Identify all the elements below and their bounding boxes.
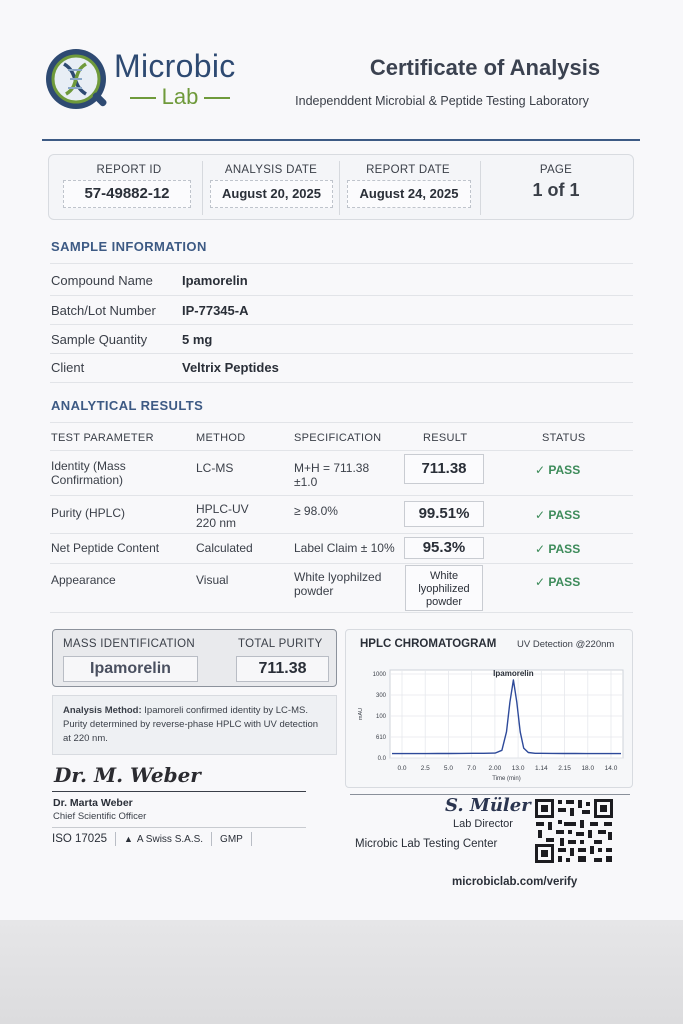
total-purity-label: TOTAL PURITY bbox=[238, 638, 323, 650]
table-row-method: LC-MS bbox=[196, 461, 234, 475]
report-date-cell bbox=[340, 155, 476, 221]
y-tick-label: 610 bbox=[375, 735, 386, 741]
brand-name: Microbic bbox=[114, 48, 236, 84]
mass-identification-box bbox=[52, 629, 337, 687]
method-line: HPLC-UV bbox=[196, 502, 249, 516]
row-divider bbox=[50, 422, 633, 423]
col-header-param: TEST PARAMETER bbox=[51, 432, 154, 444]
certificate-title: Certificate of Analysis bbox=[369, 55, 601, 80]
row-divider bbox=[50, 533, 633, 534]
status-text: PASS bbox=[548, 463, 581, 477]
x-tick-label: 18.0 bbox=[581, 765, 595, 772]
report-date-value: August 24, 2025 bbox=[347, 180, 471, 208]
chart-subtitle: UV Detection @220nm bbox=[517, 639, 615, 650]
signature-weber: Dr. M. Weber bbox=[54, 763, 201, 787]
hplc-chromatogram-panel bbox=[345, 629, 633, 788]
status-pass bbox=[535, 508, 580, 522]
status-text: PASS bbox=[548, 575, 581, 589]
col-header-result: RESULT bbox=[423, 432, 468, 444]
method-line: 220 nm bbox=[196, 516, 237, 530]
report-id-label: REPORT ID bbox=[96, 164, 162, 176]
x-tick-label: 2.00 bbox=[488, 765, 502, 772]
row-divider bbox=[50, 263, 633, 264]
x-tick-label: 5.0 bbox=[443, 765, 453, 772]
compound-name-label: Compound Name bbox=[51, 273, 153, 288]
report-date-label: REPORT DATE bbox=[366, 164, 450, 176]
x-tick-label: 7.0 bbox=[467, 765, 477, 772]
swiss-badge: A Swiss S.A.S. bbox=[136, 833, 204, 845]
divider bbox=[211, 832, 212, 846]
divider bbox=[115, 832, 116, 846]
col-header-status: STATUS bbox=[542, 432, 586, 444]
result-line: powder bbox=[425, 596, 463, 608]
row-divider bbox=[50, 382, 633, 383]
col-header-spec: SPECIFICATION bbox=[294, 432, 382, 444]
checkmark-icon: ✓ bbox=[535, 508, 546, 522]
param-line: Confirmation) bbox=[51, 473, 124, 487]
x-tick-label: 13.0 bbox=[511, 765, 525, 772]
x-tick-label: 1.14 bbox=[535, 765, 548, 772]
param-line: Identity (Mass bbox=[51, 459, 126, 473]
divider bbox=[52, 827, 306, 828]
signer-name: Dr. Marta Weber bbox=[53, 797, 133, 809]
checkmark-icon: ✓ bbox=[535, 575, 546, 589]
status-text: PASS bbox=[548, 542, 581, 556]
report-id-cell bbox=[55, 155, 203, 221]
table-row-method bbox=[196, 502, 249, 530]
x-tick-label: 2.15 bbox=[558, 765, 571, 772]
page-label: PAGE bbox=[539, 164, 573, 176]
brand-subname bbox=[118, 84, 242, 110]
status-text: PASS bbox=[548, 508, 581, 522]
y-tick-label: 300 bbox=[375, 693, 386, 699]
report-id-value: 57-49882-12 bbox=[63, 180, 191, 208]
director-title: Lab Director bbox=[453, 818, 513, 830]
table-row-param: Appearance bbox=[51, 573, 116, 587]
lab-name: Microbic Lab Testing Center bbox=[355, 838, 498, 850]
method-note-bold: Analysis Method: bbox=[63, 705, 142, 716]
method-note-line bbox=[63, 704, 326, 718]
row-divider bbox=[50, 450, 633, 451]
result-value-box: 95.3% bbox=[404, 537, 484, 559]
mass-id-label: MASS IDENTIFICATION bbox=[63, 638, 195, 650]
page-value: 1 of 1 bbox=[532, 180, 580, 200]
client-label: Client bbox=[51, 360, 85, 375]
certificate-subtitle: Independdent Microbial & Peptide Testing Laboratory bbox=[295, 94, 589, 108]
method-note-line: Purity determined by reverse-phase HPLC with UV detection bbox=[63, 719, 319, 730]
table-row-param: Purity (HPLC) bbox=[51, 506, 126, 520]
divider bbox=[251, 832, 252, 846]
checkmark-icon: ✓ bbox=[535, 463, 546, 477]
x-tick-label: 2.5 bbox=[420, 765, 430, 772]
brand-subname-text: Lab bbox=[161, 84, 199, 109]
building-icon: ▲ bbox=[123, 834, 133, 844]
table-row-method: Visual bbox=[196, 573, 229, 587]
spec-line: White lyophilzed bbox=[294, 570, 382, 584]
iso-badge: ISO 17025 bbox=[52, 833, 107, 845]
report-info-box bbox=[48, 154, 634, 220]
checkmark-icon: ✓ bbox=[535, 542, 546, 556]
status-pass bbox=[535, 575, 580, 589]
analysis-date-label: ANALYSIS DATE bbox=[224, 164, 318, 176]
spec-line: M+H = 711.38 bbox=[294, 461, 370, 475]
header-divider bbox=[42, 139, 640, 141]
spec-line: powder bbox=[294, 584, 334, 598]
dna-magnifier-logo-icon bbox=[42, 44, 112, 114]
x-tick-label: 14.0 bbox=[604, 765, 618, 772]
background-surface bbox=[0, 920, 683, 1024]
table-row-spec: Label Claim ± 10% bbox=[294, 541, 395, 555]
y-tick-label: 100 bbox=[375, 714, 386, 720]
y-tick-label: 1000 bbox=[372, 672, 386, 678]
analysis-date-value: August 20, 2025 bbox=[210, 180, 333, 208]
x-axis-label: Time (min) bbox=[492, 776, 521, 782]
table-row-method: Calculated bbox=[196, 541, 253, 555]
row-divider bbox=[50, 563, 633, 564]
table-row-spec bbox=[294, 570, 381, 598]
row-divider bbox=[50, 295, 633, 296]
result-value-box: 99.51% bbox=[404, 501, 484, 527]
row-divider bbox=[50, 324, 633, 325]
batch-number-value: IP-77345-A bbox=[182, 303, 249, 318]
signer-title: Chief Scientific Officer bbox=[53, 811, 147, 822]
client-value: Veltrix Peptides bbox=[182, 360, 279, 375]
sample-info-title: SAMPLE INFORMATION bbox=[51, 239, 207, 254]
result-line: lyophilized bbox=[418, 583, 470, 595]
total-purity-value: 711.38 bbox=[236, 656, 329, 682]
analytical-results-title: ANALYTICAL RESULTS bbox=[51, 398, 204, 413]
method-note-line: at 220 nm. bbox=[63, 733, 108, 744]
col-header-method: METHOD bbox=[196, 432, 246, 444]
sample-quantity-label: Sample Quantity bbox=[51, 332, 148, 347]
method-note-text: Ipamoreli confirmed identity by LC-MS. bbox=[141, 705, 308, 716]
x-tick-label: 0.0 bbox=[397, 765, 407, 772]
signature-muller: S. Müler bbox=[445, 795, 531, 816]
row-divider bbox=[50, 495, 633, 496]
batch-number-label: Batch/Lot Number bbox=[51, 303, 156, 318]
analysis-method-note bbox=[52, 695, 337, 755]
compound-name-value: Ipamorelin bbox=[182, 273, 248, 288]
qr-code-icon bbox=[534, 798, 614, 864]
page-cell bbox=[481, 155, 631, 221]
peak-label: Ipamorelin bbox=[493, 669, 534, 678]
table-row-param: Net Peptide Content bbox=[51, 541, 160, 555]
row-divider bbox=[50, 612, 633, 613]
status-pass bbox=[535, 542, 580, 556]
y-axis-label: mAU bbox=[358, 707, 364, 721]
sample-quantity-value: 5 mg bbox=[182, 332, 213, 347]
table-row-spec bbox=[294, 461, 369, 489]
gmp-badge: GMP bbox=[220, 833, 243, 845]
mass-id-value: Ipamorelin bbox=[63, 656, 198, 682]
analysis-date-cell bbox=[203, 155, 339, 221]
spec-line: ±1.0 bbox=[294, 475, 318, 489]
chart-title: HPLC CHROMATOGRAM bbox=[360, 638, 497, 650]
certifications-row bbox=[52, 832, 260, 846]
table-row-spec: ≥ 98.0% bbox=[294, 504, 338, 518]
chromatogram-chart bbox=[346, 658, 632, 788]
row-divider bbox=[50, 353, 633, 354]
verify-url[interactable]: microbiclab.com/verify bbox=[452, 876, 578, 888]
result-line: White bbox=[429, 570, 459, 582]
result-value-box bbox=[405, 565, 483, 611]
table-row-param bbox=[51, 459, 126, 487]
status-pass bbox=[535, 463, 580, 477]
signature-line bbox=[52, 791, 306, 792]
y-tick-label: 0.0 bbox=[377, 756, 386, 762]
result-value-box: 711.38 bbox=[404, 454, 484, 484]
